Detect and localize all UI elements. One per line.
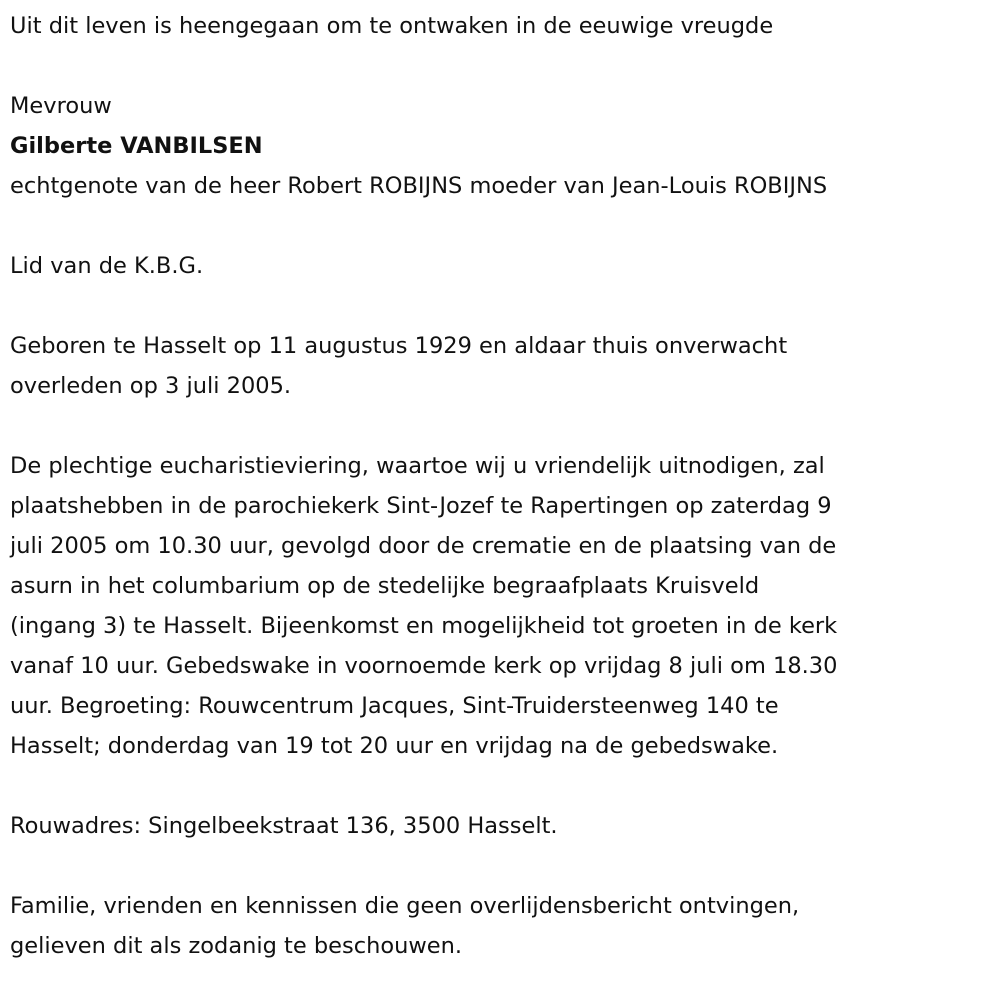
paragraph-line: uur. Begroeting: Rouwcentrum Jacques, Sint-Truidersteenweg 140 te — [10, 693, 779, 719]
membership-text: Lid van de K.B.G. — [10, 253, 204, 279]
paragraph-line: juli 2005 om 10.30 uur, gevolgd door de crematie en de plaatsing van de — [10, 533, 837, 559]
paragraph-line: asurn in het columbarium op de stedelijke begraafplaats Kruisveld — [10, 573, 760, 599]
paragraph-line: (ingang 3) te Hasselt. Bijeenkomst en mogelijkheid tot groeten in de kerk — [10, 613, 838, 639]
birth-paragraph — [10, 326, 1000, 406]
paragraph-line: overleden op 3 juli 2005. — [10, 373, 292, 399]
obituary-document — [10, 6, 1000, 966]
relation-text: echtgenote van de heer Robert ROBIJNS moeder van Jean-Louis ROBIJNS — [10, 173, 828, 199]
paragraph-line: Hasselt; donderdag van 19 tot 20 uur en vrijdag na de gebedswake. — [10, 733, 779, 759]
deceased-name: Gilberte VANBILSEN — [10, 133, 263, 159]
mourning-address: Rouwadres: Singelbeekstraat 136, 3500 Hasselt. — [10, 813, 558, 839]
paragraph-line: plaatshebben in de parochiekerk Sint-Jozef te Rapertingen op zaterdag 9 — [10, 493, 832, 519]
paragraph-line: vanaf 10 uur. Gebedswake in voornoemde kerk op vrijdag 8 juli om 18.30 — [10, 653, 838, 679]
paragraph-line: gelieven dit als zodanig te beschouwen. — [10, 933, 463, 959]
ceremony-paragraph — [10, 446, 1000, 766]
closing-paragraph — [10, 886, 1000, 966]
paragraph-line: Geboren te Hasselt op 11 augustus 1929 en aldaar thuis onverwacht — [10, 333, 788, 359]
honorific: Mevrouw — [10, 93, 112, 119]
paragraph-line: Familie, vrienden en kennissen die geen overlijdensbericht ontvingen, — [10, 893, 800, 919]
paragraph-line: De plechtige eucharistieviering, waartoe wij u vriendelijk uitnodigen, zal — [10, 453, 825, 479]
intro-text: Uit dit leven is heengegaan om te ontwaken in de eeuwige vreugde — [10, 13, 774, 39]
